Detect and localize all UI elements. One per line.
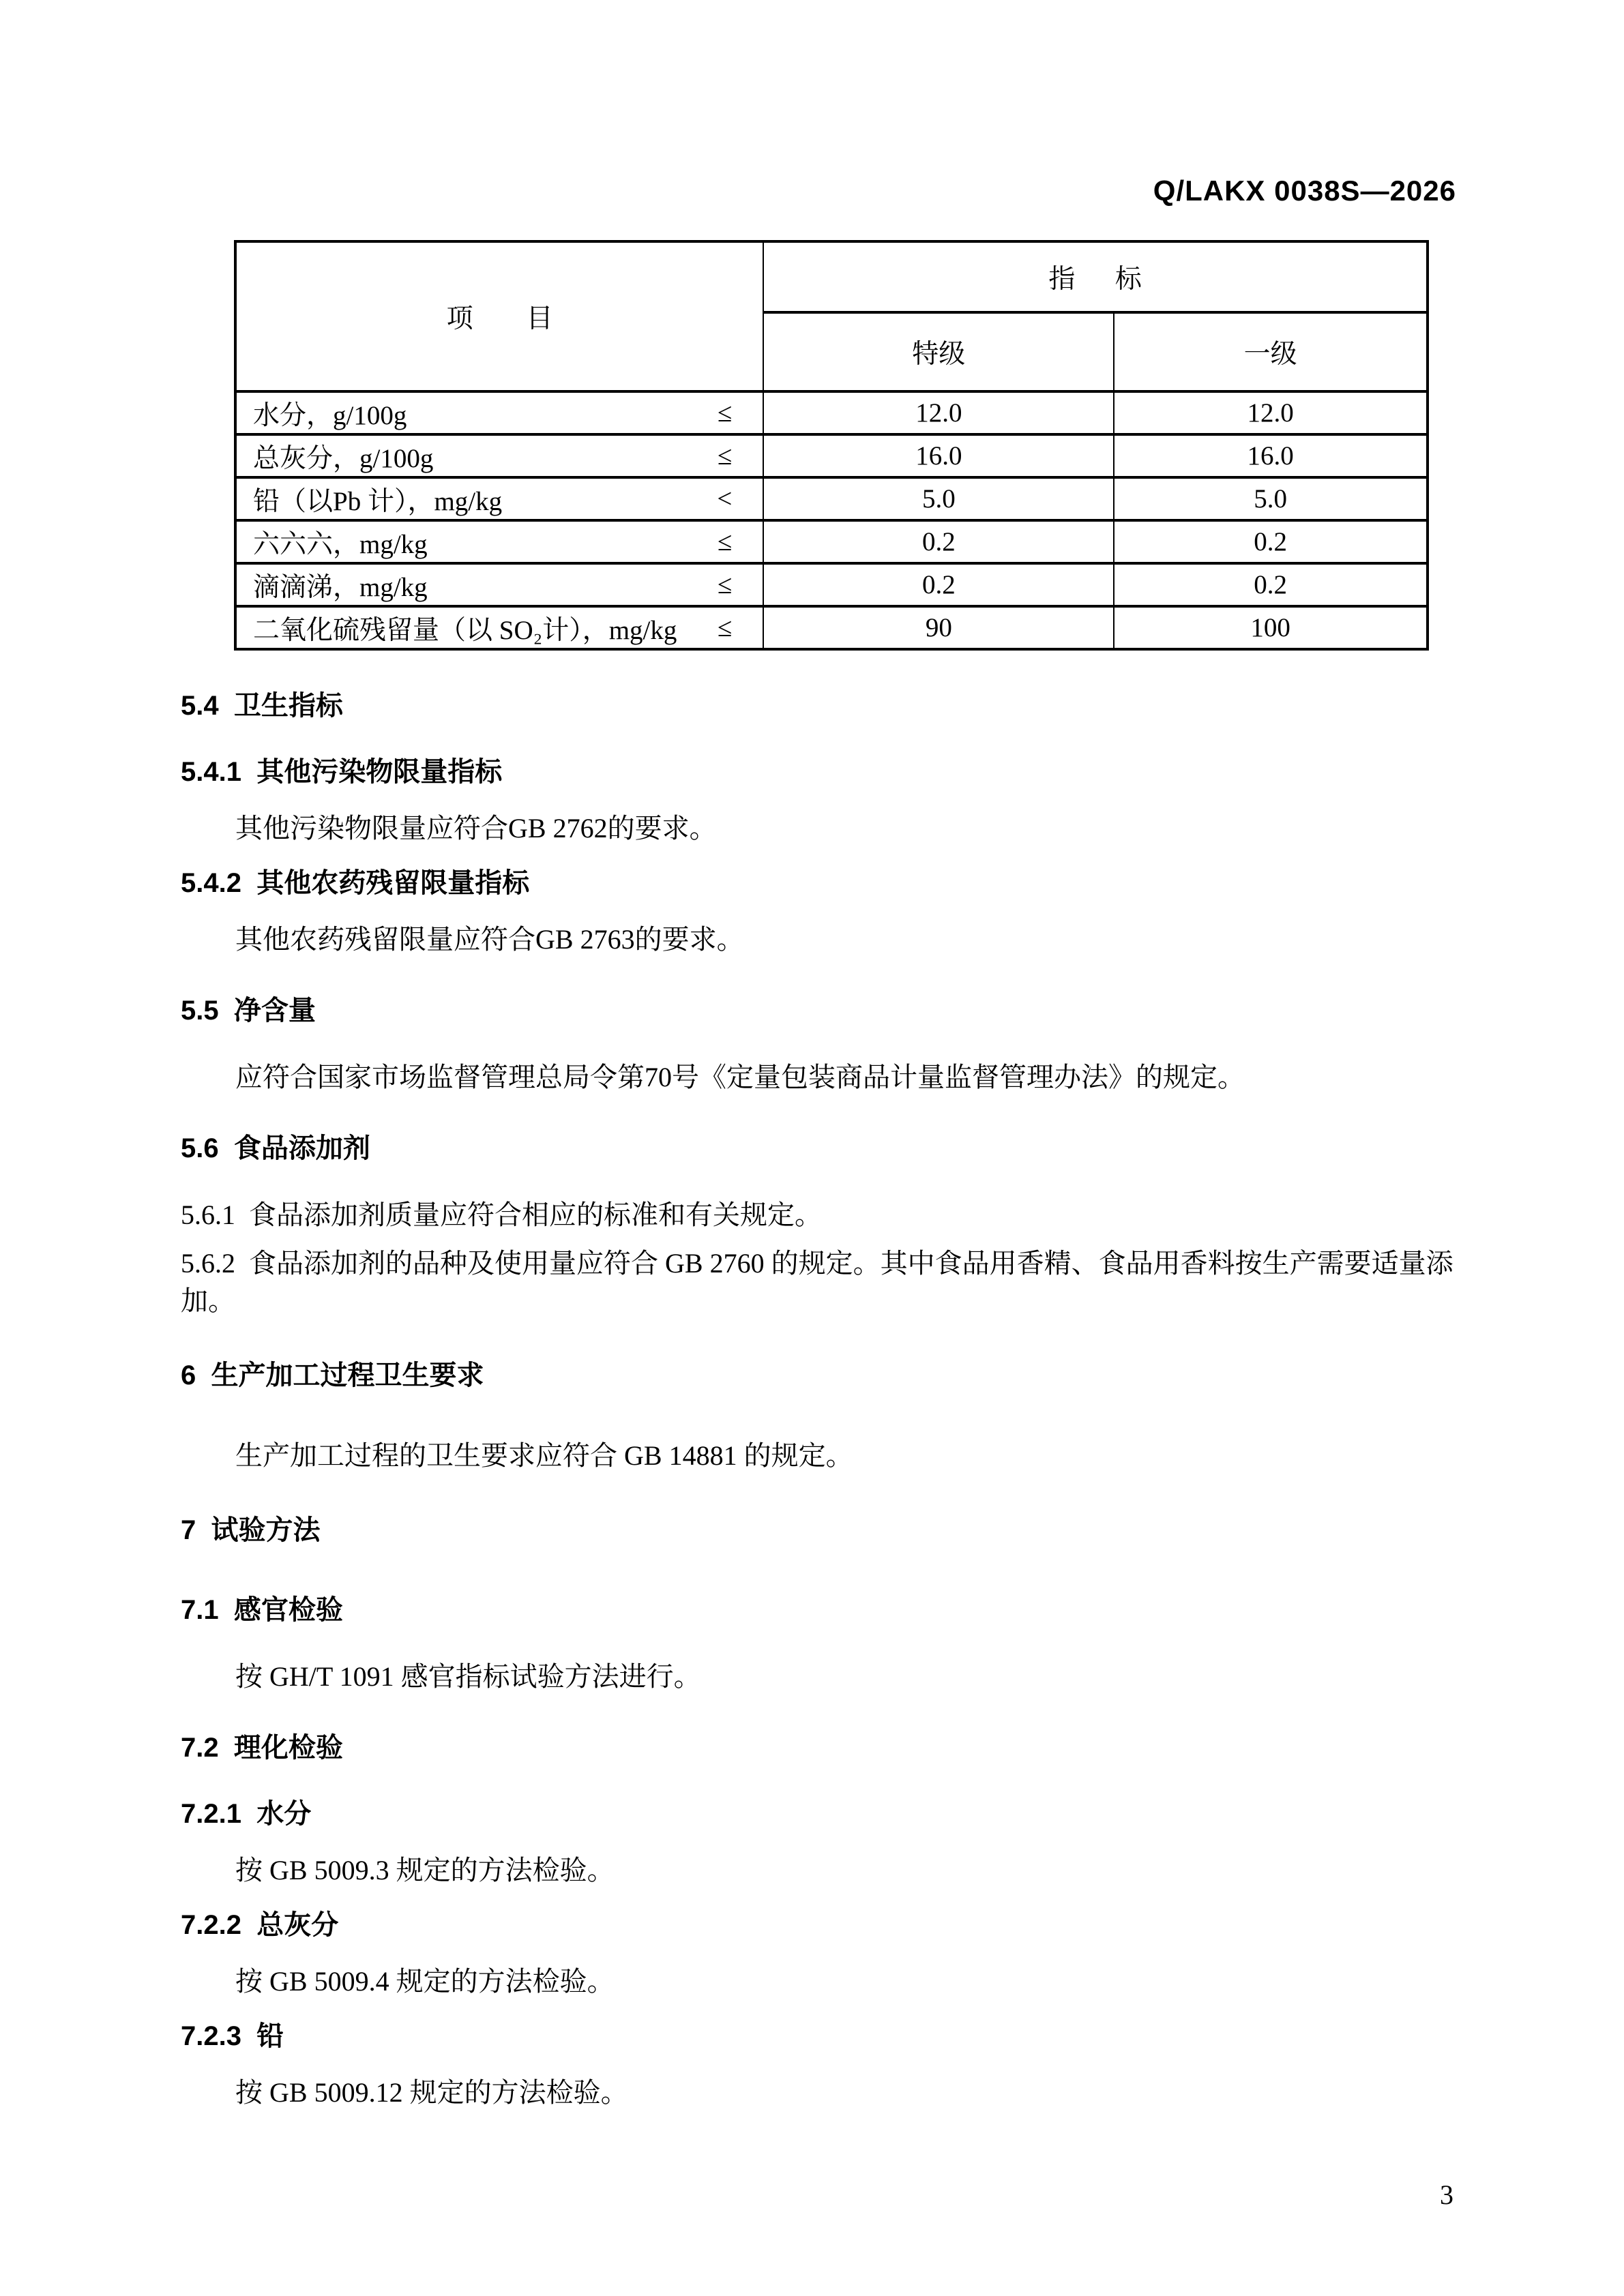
table-cell-item [235, 520, 763, 563]
indicator-table [234, 240, 1429, 651]
row-item-label: 铅（以Pb 计），mg/kg [253, 486, 503, 516]
section-heading: 5.4.1 其他污染物限量指标 [181, 757, 503, 787]
table-row [235, 606, 1428, 649]
row-value-special: 12.0 [763, 391, 1114, 434]
document-body [181, 687, 1455, 2111]
row-value-first: 16.0 [1114, 434, 1428, 477]
row-value-special: 5.0 [763, 477, 1114, 520]
table-cell-item [235, 606, 763, 649]
section-paragraph: 按 GH/T 1091 感官指标试验方法进行。 [235, 1661, 701, 1692]
section-heading: 5.5 净含量 [181, 996, 316, 1026]
table-cell-item [235, 434, 763, 477]
table-header-indicator: 指 标 [763, 241, 1428, 312]
table-cell-item [235, 477, 763, 520]
table-row [235, 434, 1428, 477]
section-paragraph: 其他农药残留限量应符合GB 2763的要求。 [235, 924, 744, 955]
row-item-label: 总灰分，g/100g [253, 443, 434, 473]
table-header-row-1 [235, 241, 1428, 312]
table-header-item: 项 目 [235, 241, 763, 391]
section-heading: 7 试验方法 [181, 1515, 321, 1545]
row-limit-operator: ≤ [717, 398, 733, 428]
section-heading: 7.2 理化检验 [181, 1733, 343, 1763]
row-item-label: 六六六，mg/kg [253, 529, 428, 559]
row-limit-operator: ≤ [717, 441, 733, 471]
section-heading: 6 生产加工过程卫生要求 [181, 1360, 484, 1390]
section-paragraph: 按 GB 5009.4 规定的方法检验。 [235, 1966, 615, 1997]
section-paragraph: 其他污染物限量应符合GB 2762的要求。 [235, 813, 717, 844]
row-value-special: 0.2 [763, 563, 1114, 606]
row-value-special: 16.0 [763, 434, 1114, 477]
page-number: 3 [1440, 2179, 1453, 2210]
doc-number: Q/LAKX 0038S—2026 [1153, 175, 1456, 207]
table-row [235, 477, 1428, 520]
table-cell-item [235, 563, 763, 606]
row-limit-operator: < [717, 484, 733, 513]
section-heading: 5.4.2 其他农药残留限量指标 [181, 868, 530, 898]
section-paragraph: 5.6.2 食品添加剂的品种及使用量应符合 GB 2760 的规定。其中食品用香精、食品用香料按生产需要适量添加。 [181, 1248, 1453, 1316]
section-heading: 7.1 感官检验 [181, 1595, 343, 1625]
row-value-special: 0.2 [763, 520, 1114, 563]
row-item-label: 滴滴涕，mg/kg [253, 572, 428, 602]
section-paragraph: 应符合国家市场监督管理总局令第70号《定量包装商品计量监督管理办法》的规定。 [235, 1062, 1245, 1092]
row-value-first: 5.0 [1114, 477, 1428, 520]
row-value-special: 90 [763, 606, 1114, 649]
row-value-first: 100 [1114, 606, 1428, 649]
row-limit-operator: ≤ [717, 613, 733, 642]
table-header-grade-first: 一级 [1114, 312, 1428, 391]
row-item-label: 二氧化硫残留量（以 SO₂计），mg/kg [253, 615, 677, 645]
row-value-first: 0.2 [1114, 563, 1428, 606]
section-paragraph: 按 GB 5009.12 规定的方法检验。 [235, 2077, 628, 2108]
section-paragraph: 5.6.1 食品添加剂质量应符合相应的标准和有关规定。 [181, 1199, 822, 1230]
table-row [235, 520, 1428, 563]
table-row [235, 391, 1428, 434]
section-paragraph: 按 GB 5009.3 规定的方法检验。 [235, 1855, 615, 1885]
row-value-first: 12.0 [1114, 391, 1428, 434]
row-item-label: 水分，g/100g [253, 400, 407, 430]
section-heading: 7.2.1 水分 [181, 1799, 312, 1829]
row-value-first: 0.2 [1114, 520, 1428, 563]
row-limit-operator: ≤ [717, 570, 733, 599]
section-paragraph: 生产加工过程的卫生要求应符合 GB 14881 的规定。 [235, 1440, 853, 1471]
table-row [235, 563, 1428, 606]
section-heading: 5.6 食品添加剂 [181, 1133, 370, 1163]
section-heading: 7.2.3 铅 [181, 2021, 284, 2051]
table-header-grade-special: 特级 [763, 312, 1114, 391]
section-heading: 7.2.2 总灰分 [181, 1910, 339, 1940]
row-limit-operator: ≤ [717, 527, 733, 556]
section-heading: 5.4 卫生指标 [181, 691, 343, 721]
table-cell-item [235, 391, 763, 434]
